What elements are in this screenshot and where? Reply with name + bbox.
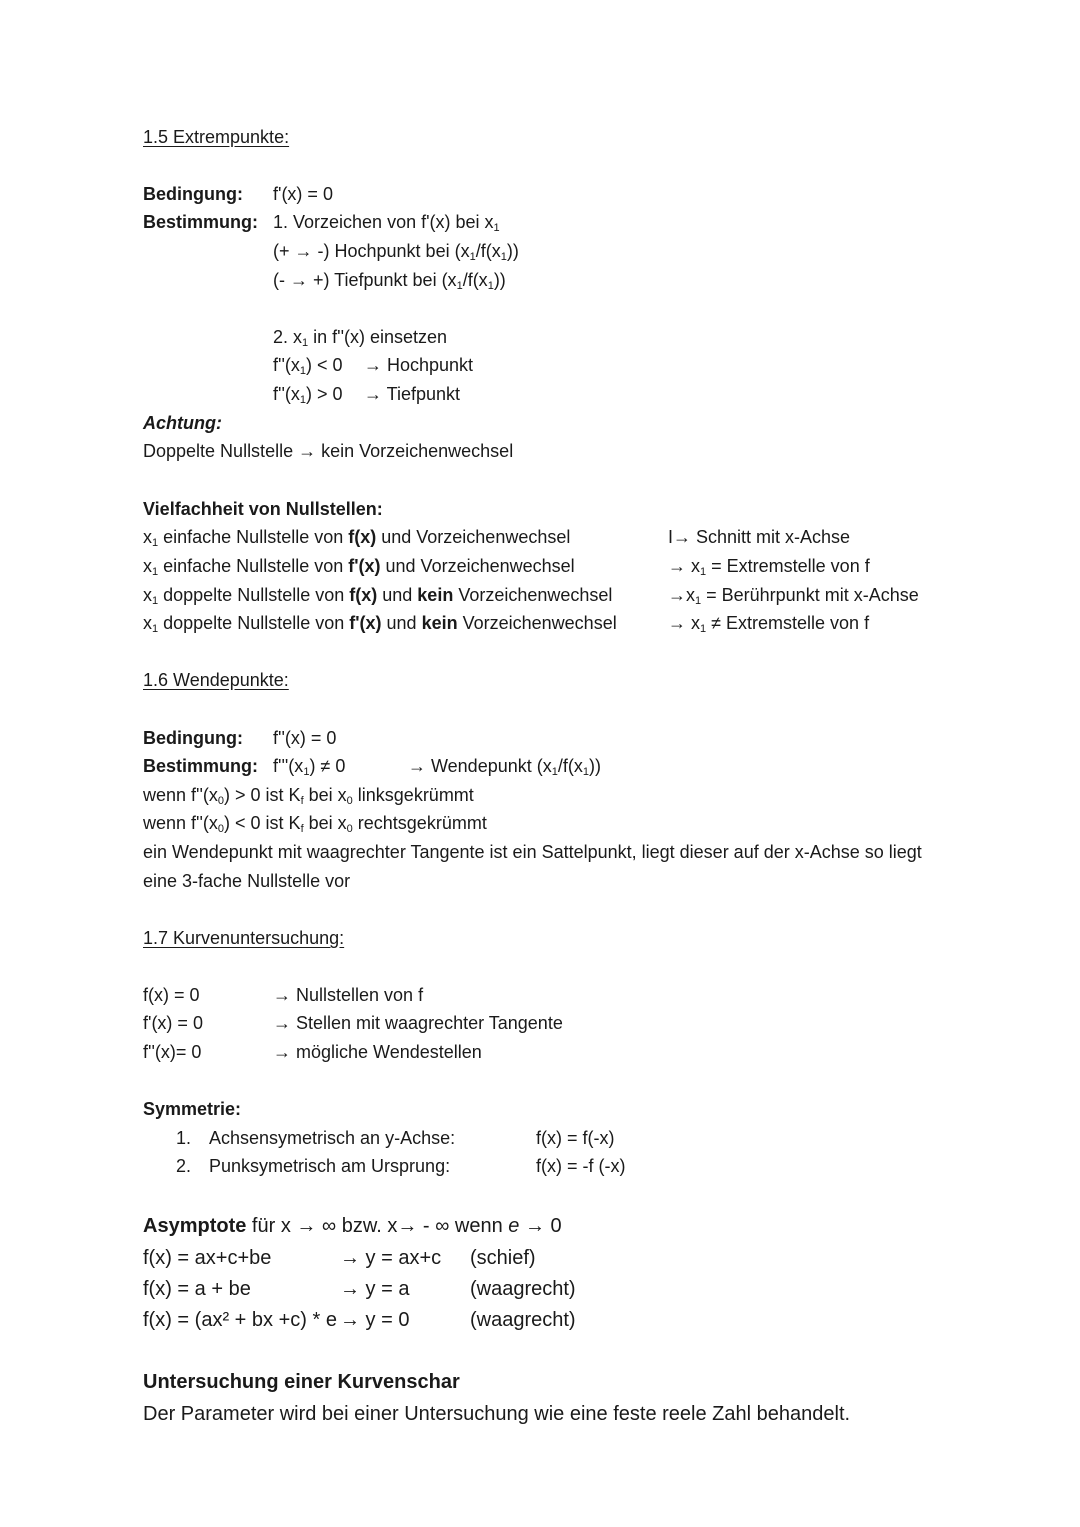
symmetrie-formula-2: f(x) = -f (-x)	[536, 1156, 626, 1176]
vielfachheit-row-2: $x_1$ einfache Nullstelle von f'(x) und Vorzeichenwechsel	[143, 556, 575, 578]
symmetrie-label-1: Achsensymetrisch an y-Achse:	[209, 1128, 456, 1148]
doppelte-nullstelle-note: Doppelte Nullstelle → kein Vorzeichenwechsel	[143, 441, 514, 461]
method-2-result-a: → Hochpunkt	[364, 355, 474, 375]
symmetrie-formula-1: f(x) = f(-x)	[536, 1128, 615, 1148]
vielfachheit-result-4: → $x_1$ ≠ Extremstelle von f	[668, 613, 870, 635]
asymptote-note-3: (waagrecht)	[470, 1309, 576, 1331]
method-1: 1. Vorzeichen von f'(x) bei $x_1$	[273, 212, 500, 234]
wp-bedingung-label: Bedingung:	[143, 728, 243, 748]
section-heading-wendepunkte: 1.6 Wendepunkte:	[143, 670, 289, 690]
method-1-tiefpunkt: (- → +) Tiefpunkt bei $(x_1/f(x_1))$	[273, 270, 506, 292]
method-1-hochpunkt: (+ → -) Hochpunkt bei $(x_1/f(x_1))$	[273, 241, 519, 263]
wp-bestimmung-label: Bestimmung:	[143, 756, 259, 776]
sattelpunkt-line-1: ein Wendepunkt mit waagrechter Tangente ist ein Sattelpunkt, liegt dieser auf der x-Achse so liegt	[143, 842, 922, 862]
wp-bestimmung-result: → Wendepunkt $(x_1/f(x_1))$	[408, 756, 601, 778]
kurven-row-left-1: f(x) = 0	[143, 985, 200, 1005]
sattelpunkt-line-2: eine 3-fache Nullstelle vor	[143, 871, 351, 891]
symmetrie-label-2: Punksymetrisch am Ursprung:	[209, 1156, 451, 1176]
vielfachheit-row-3: $x_1$ doppelte Nullstelle von f(x) und kein Vorzeichenwechsel	[143, 585, 613, 607]
section-heading-extrempunkte: 1.5 Extrempunkte:	[143, 127, 290, 147]
asymptote-f-3: f(x) = (ax² + bx +c) * e	[143, 1309, 337, 1331]
asymptote-f-1: f(x) = ax+c+be	[143, 1247, 272, 1269]
linksgekruemmt-line: wenn $f''(x_0) > 0$ ist $K_f$ bei $x_0$ linksgekrümmt	[143, 785, 474, 807]
vielfachheit-result-2: → $x_1$ = Extremstelle von f	[668, 556, 870, 578]
rechtsgekruemmt-line: wenn $f''(x_0) < 0$ ist $K_f$ bei $x_0$ rechtsgekrümmt	[143, 813, 487, 835]
wp-bestimmung-value: $f'''(x_1) \ne 0$	[273, 756, 346, 778]
kurvenschar-text: Der Parameter wird bei einer Untersuchung wie eine feste reele Zahl behandelt.	[143, 1403, 851, 1425]
asymptote-note-1: (schief)	[470, 1247, 536, 1269]
wp-bedingung-value: f''(x) = 0	[273, 728, 337, 748]
vielfachheit-result-1: I→ Schnitt mit x-Achse	[668, 527, 851, 547]
kurven-row-right-3: → mögliche Wendestellen	[273, 1042, 482, 1062]
vielfachheit-title: Vielfachheit von Nullstellen:	[143, 499, 383, 519]
bedingung-value: f'(x) = 0	[273, 184, 333, 204]
symmetrie-num-1: 1.	[176, 1128, 192, 1148]
asymptote-heading: Asymptote für x → ∞ bzw. x→ - ∞ wenn e → 0	[143, 1215, 562, 1237]
asymptote-res-1: → y = ax+c	[340, 1247, 442, 1269]
vielfachheit-row-4: $x_1$ doppelte Nullstelle von f'(x) und kein Vorzeichenwechsel	[143, 613, 617, 635]
method-2-cond-b: $f''(x_1) > 0$	[273, 384, 343, 406]
vielfachheit-result-3: $\to x_1$ = Berührpunkt mit x-Achse	[668, 585, 919, 607]
kurven-row-right-2: → Stellen mit waagrechter Tangente	[273, 1013, 563, 1033]
vielfachheit-row-1: $x_1$ einfache Nullstelle von f(x) und Vorzeichenwechsel	[143, 527, 571, 549]
asymptote-res-2: → y = a	[340, 1278, 410, 1300]
section-heading-kurvenuntersuchung: 1.7 Kurvenuntersuchung:	[143, 928, 345, 948]
kurven-row-left-3: f''(x)= 0	[143, 1042, 202, 1062]
asymptote-f-2: f(x) = a + be	[143, 1278, 251, 1300]
bedingung-label: Bedingung:	[143, 184, 243, 204]
method-2: 2. $x_1$ in f''(x) einsetzen	[273, 327, 448, 349]
kurvenschar-title: Untersuchung einer Kurvenschar	[143, 1371, 460, 1393]
method-2-result-b: → Tiefpunkt	[364, 384, 461, 404]
kurven-row-right-1: → Nullstellen von f	[273, 985, 424, 1005]
asymptote-res-3: → y = 0	[340, 1309, 410, 1331]
bestimmung-label: Bestimmung:	[143, 212, 259, 232]
symmetrie-title: Symmetrie:	[143, 1099, 242, 1119]
asymptote-note-2: (waagrecht)	[470, 1278, 576, 1300]
method-2-cond-a: $f''(x_1) < 0$	[273, 355, 343, 377]
symmetrie-num-2: 2.	[176, 1156, 192, 1176]
kurven-row-left-2: f'(x) = 0	[143, 1013, 203, 1033]
achtung-label: Achtung:	[143, 413, 222, 433]
